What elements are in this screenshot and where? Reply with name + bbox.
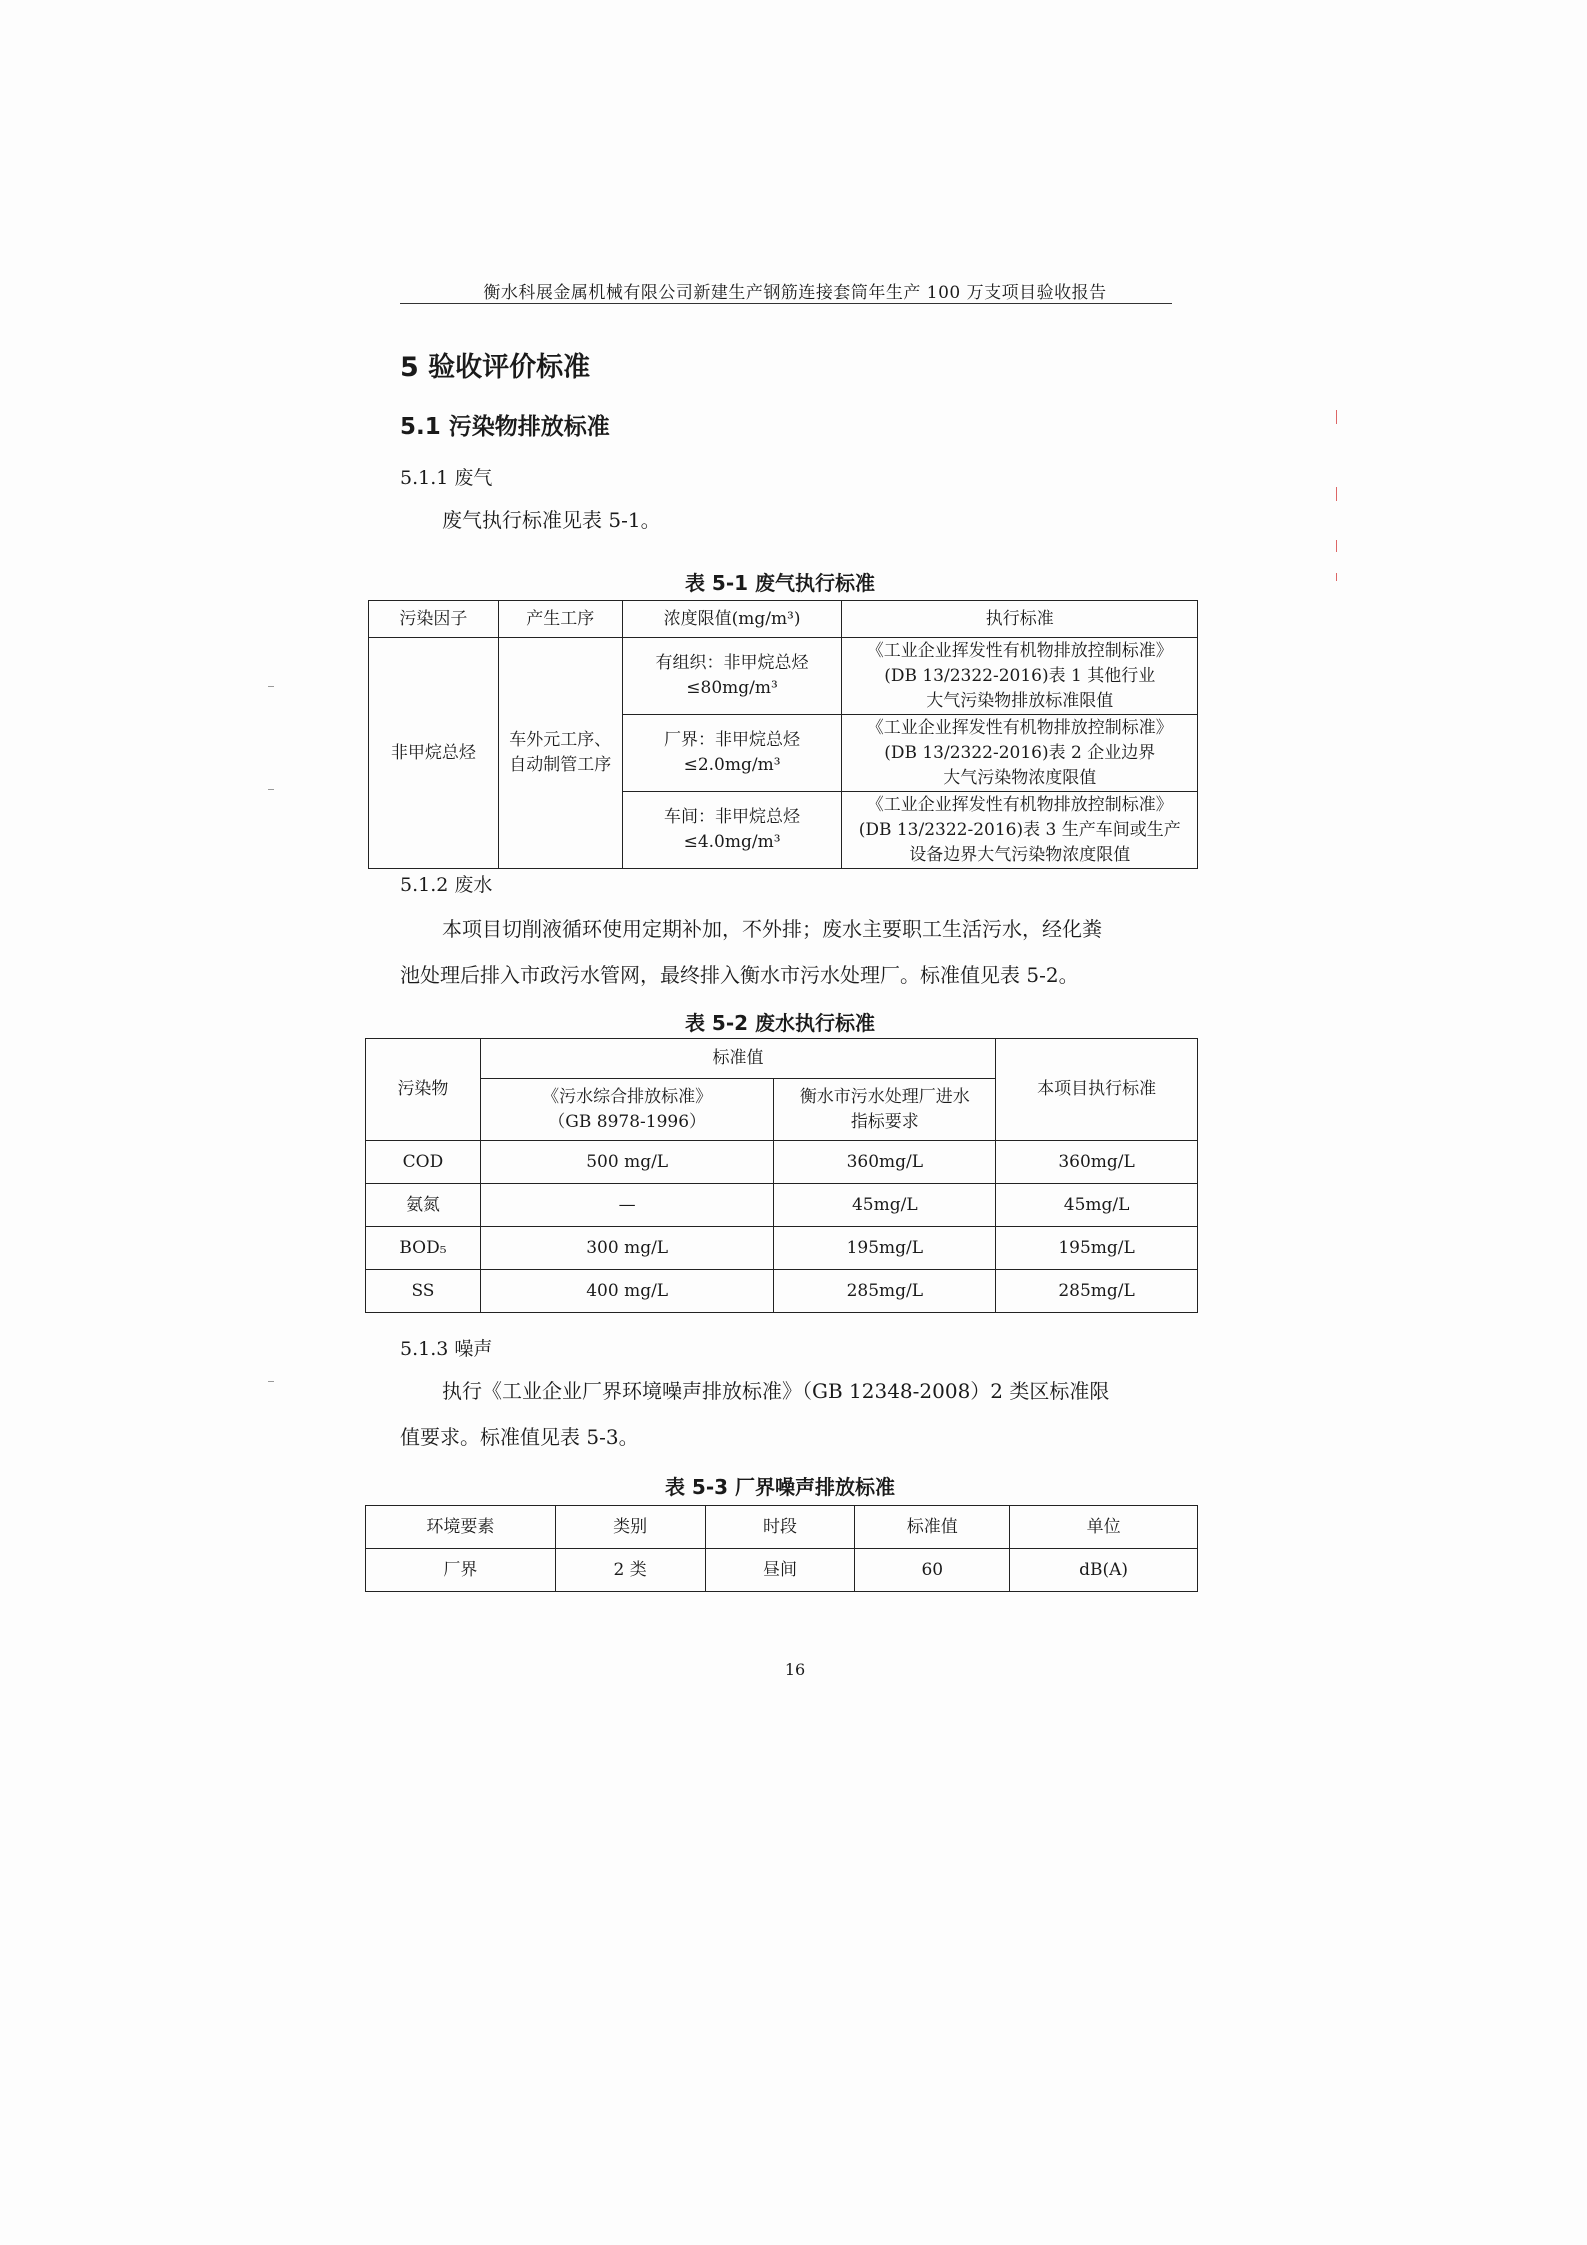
table-5-2-header-cell: 本项目执行标准 [996, 1039, 1198, 1141]
limit-cell [622, 638, 842, 715]
section-5-1-3-heading: 5.1.3 噪声 [400, 1338, 493, 1360]
standard-line: 《工业企业挥发性有机物排放控制标准》 [866, 640, 1173, 661]
table-5-1-header-cell: 产生工序 [498, 601, 622, 638]
table-row [369, 638, 1198, 715]
scan-mark [1336, 573, 1337, 581]
waste-gas-intro-text: 废气执行标准见表 5-1。 [442, 508, 661, 532]
table-row [366, 1270, 1198, 1313]
limit-line: 有组织：非甲烷总烃 [655, 653, 809, 673]
table-5-3-header-cell: 类别 [555, 1506, 705, 1549]
section-5-1-2-heading: 5.1.2 废水 [400, 874, 493, 896]
table-cell: 360mg/L [996, 1141, 1198, 1184]
scan-mark [1336, 410, 1337, 424]
table-cell: 60 [855, 1549, 1010, 1592]
process-line: 车外元工序、 [509, 730, 612, 750]
table-cell: SS [366, 1270, 481, 1313]
standard-line: 设备边界大气污染物浓度限值 [909, 844, 1131, 865]
standard-cell [842, 715, 1198, 792]
table-5-3-header-cell: 环境要素 [366, 1506, 556, 1549]
header-line: （GB 8978-1996） [548, 1111, 707, 1132]
standard-line: (DB 13/2322-2016)表 3 生产车间或生产 [858, 819, 1181, 840]
table-cell: 400 mg/L [480, 1270, 774, 1313]
table-cell: 氨氮 [366, 1184, 481, 1227]
table-5-2-header-row [366, 1039, 1198, 1079]
section-5-1-heading: 5.1 污染物排放标准 [400, 414, 610, 440]
standard-cell [842, 792, 1198, 869]
table-5-1-header-row [369, 601, 1198, 638]
table-5-2-header-cell: 标准值 [480, 1039, 995, 1079]
header-line: 《污水综合排放标准》 [542, 1086, 713, 1107]
table-cell: 2 类 [555, 1549, 705, 1592]
header-line: 指标要求 [850, 1111, 919, 1132]
limit-cell [622, 792, 842, 869]
scan-mark [268, 1381, 274, 1382]
limit-line: ≤4.0mg/m³ [683, 832, 781, 852]
table-5-1 [368, 600, 1198, 869]
table-5-1-caption: 表 5-1 废气执行标准 [684, 571, 876, 595]
section-5-1-1-heading: 5.1.1 废气 [400, 467, 493, 489]
limit-line: 车间：非甲烷总烃 [664, 807, 801, 827]
pollutant-factor-cell: 非甲烷总烃 [369, 638, 499, 869]
table-5-1-header-cell: 执行标准 [842, 601, 1198, 638]
noise-paragraph [400, 1368, 1172, 1460]
paragraph-line: 池处理后排入市政污水管网，最终排入衡水市污水处理厂。标准值见表 5-2。 [400, 963, 1079, 987]
table-row [366, 1227, 1198, 1270]
table-5-2-header-cell [774, 1079, 996, 1141]
paragraph-line: 执行《工业企业厂界环境噪声排放标准》（GB 12348-2008）2 类区标准限 [442, 1379, 1110, 1403]
table-cell: 360mg/L [774, 1141, 996, 1184]
table-5-3 [365, 1505, 1198, 1592]
scan-mark [1336, 487, 1337, 501]
table-cell: 195mg/L [774, 1227, 996, 1270]
table-5-2-caption: 表 5-2 废水执行标准 [684, 1011, 876, 1035]
standard-cell [842, 638, 1198, 715]
standard-line: (DB 13/2322-2016)表 1 其他行业 [884, 665, 1156, 686]
table-cell: 300 mg/L [480, 1227, 774, 1270]
section-5-heading: 5 验收评价标准 [400, 352, 591, 383]
table-5-3-header-cell: 标准值 [855, 1506, 1010, 1549]
table-5-2-header-cell [480, 1079, 774, 1141]
table-cell: COD [366, 1141, 481, 1184]
table-cell: 500 mg/L [480, 1141, 774, 1184]
standard-line: 《工业企业挥发性有机物排放控制标准》 [866, 717, 1173, 738]
table-5-3-caption: 表 5-3 厂界噪声排放标准 [664, 1475, 896, 1499]
standard-line: (DB 13/2322-2016)表 2 企业边界 [884, 742, 1156, 763]
limit-line: 厂界：非甲烷总烃 [664, 730, 801, 750]
table-cell: 45mg/L [774, 1184, 996, 1227]
table-5-2 [365, 1038, 1198, 1313]
table-cell: BOD₅ [366, 1227, 481, 1270]
table-cell: dB(A) [1010, 1549, 1198, 1592]
table-5-3-header-row [366, 1506, 1198, 1549]
scan-mark [1336, 540, 1337, 552]
table-row [366, 1141, 1198, 1184]
table-cell: — [480, 1184, 774, 1227]
scan-mark [268, 789, 274, 790]
process-cell [498, 638, 622, 869]
paragraph-line: 本项目切削液循环使用定期补加，不外排；废水主要职工生活污水，经化粪 [442, 917, 1102, 941]
limit-line: ≤2.0mg/m³ [683, 755, 781, 775]
table-cell: 195mg/L [996, 1227, 1198, 1270]
table-5-2-header-cell: 污染物 [366, 1039, 481, 1141]
table-cell: 45mg/L [996, 1184, 1198, 1227]
standard-line: 大气污染物浓度限值 [943, 767, 1097, 788]
table-cell: 昼间 [705, 1549, 855, 1592]
table-cell: 285mg/L [774, 1270, 996, 1313]
process-line: 自动制管工序 [509, 755, 612, 775]
header-line: 衡水市污水处理厂进水 [799, 1086, 970, 1107]
limit-line: ≤80mg/m³ [686, 678, 778, 698]
page-number: 16 [784, 1660, 806, 1679]
table-row [366, 1549, 1198, 1592]
limit-cell [622, 715, 842, 792]
table-5-3-header-cell: 时段 [705, 1506, 855, 1549]
standard-line: 大气污染物排放标准限值 [926, 690, 1114, 711]
standard-line: 《工业企业挥发性有机物排放控制标准》 [866, 794, 1173, 815]
running-header: 衡水科展金属机械有限公司新建生产钢筋连接套筒年生产 100 万支项目验收报告 [483, 283, 1107, 303]
table-cell: 厂界 [366, 1549, 556, 1592]
paragraph-line: 值要求。标准值见表 5-3。 [400, 1425, 639, 1449]
waste-water-paragraph [400, 906, 1172, 998]
header-rule [400, 303, 1172, 304]
waste-gas-intro [400, 497, 1172, 543]
table-row [366, 1184, 1198, 1227]
table-5-3-header-cell: 单位 [1010, 1506, 1198, 1549]
table-5-1-header-cell: 浓度限值(mg/m³) [622, 601, 842, 638]
scan-mark [268, 686, 274, 687]
table-cell: 285mg/L [996, 1270, 1198, 1313]
table-5-1-header-cell: 污染因子 [369, 601, 499, 638]
